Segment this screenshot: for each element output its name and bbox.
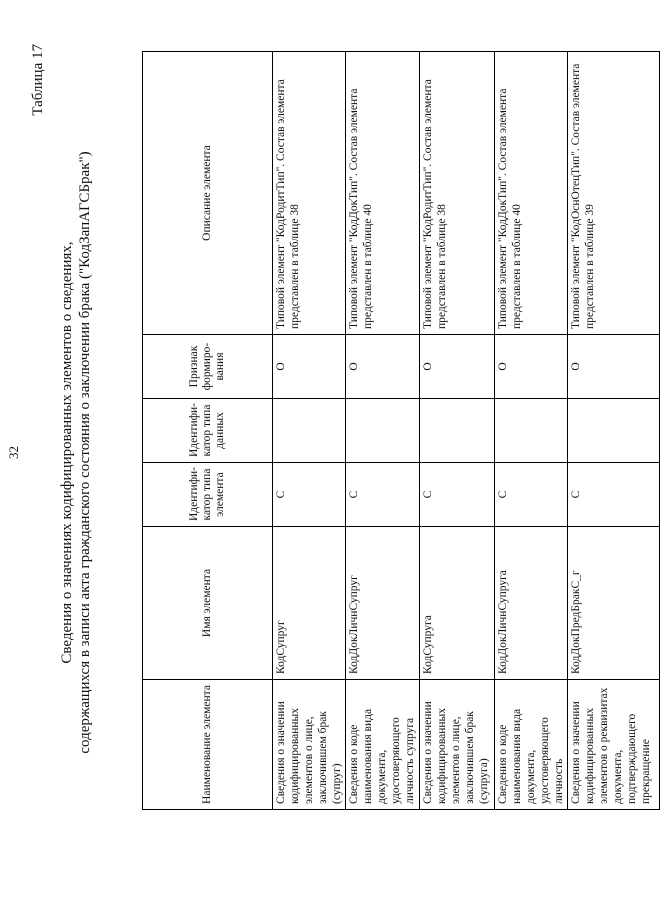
elements-table [142,51,660,810]
page-number: 32 [6,446,21,459]
cell-id: КодСупруга [420,527,495,680]
cell-flag: О [420,335,495,399]
cell-data-type [346,399,420,463]
cell-flag: О [273,335,346,399]
cell-name: Сведения о значении кодифицированных элементов о реквизитах документа, подтверждающего прекращение [568,680,660,810]
cell-flag: О [495,335,568,399]
column-header-data-type: Идентифи-катор типа данных [143,399,273,463]
cell-id: КодДокЛичнСупруг [346,527,420,680]
cell-description: Типовой элемент "КодРодитТип". Состав элемента представлен в таблице 38 [420,52,495,335]
cell-data-type [420,399,495,463]
cell-id: КодДокПредБракС_г [568,527,660,680]
cell-description: Типовой элемент "КодОснОтецТип". Состав элемента представлен в таблице 39 [568,52,660,335]
cell-id: КодДокЛичнСупруга [495,527,568,680]
heading-line-2: содержащихся в записи акта гражданского состояния о заключении брака ("КодЗапАГСБрак") [77,151,93,754]
cell-data-type [495,399,568,463]
cell-name: Сведения о значении кодифицированных элементов о лице, заключившем брак (супруг) [273,680,346,810]
cell-name: Сведения о значении кодифицированных элементов о лице, заключившем брак (супруга) [420,680,495,810]
cell-data-type [273,399,346,463]
cell-id: КодСупруг [273,527,346,680]
table-row [495,52,568,810]
table-header-row [143,52,273,810]
cell-description: Типовой элемент "КодРодитТип". Состав элемента представлен в таблице 38 [273,52,346,335]
table-label: Таблица 17 [30,44,46,116]
cell-name: Сведения о коде наименования вида документа, удостоверяющего личность супруга [346,680,420,810]
cell-element-type: С [568,463,660,527]
cell-description: Типовой элемент "КодДокТип". Состав элемента представлен в таблице 40 [346,52,420,335]
cell-data-type [568,399,660,463]
column-header-name: Наименование элемента [143,680,273,810]
cell-element-type: С [495,463,568,527]
cell-name: Сведения о коде наименования вида документа, удостоверяющего личность [495,680,568,810]
table-row [420,52,495,810]
table-row [568,52,660,810]
cell-description: Типовой элемент "КодДокТип". Состав элемента представлен в таблице 40 [495,52,568,335]
cell-element-type: С [273,463,346,527]
column-header-id: Имя элемента [143,527,273,680]
column-header-element-type: Идентифи-катор типа элемента [143,463,273,527]
table-row [273,52,346,810]
cell-element-type: С [346,463,420,527]
column-header-description: Описание элемента [143,52,273,335]
cell-element-type: С [420,463,495,527]
cell-flag: О [568,335,660,399]
cell-flag: О [346,335,420,399]
table-heading [58,0,94,905]
table-row [346,52,420,810]
heading-line-1: Сведения о значениях кодифицированных элементов о сведениях, [59,241,75,664]
column-header-flag: Признак формиро-вания [143,335,273,399]
